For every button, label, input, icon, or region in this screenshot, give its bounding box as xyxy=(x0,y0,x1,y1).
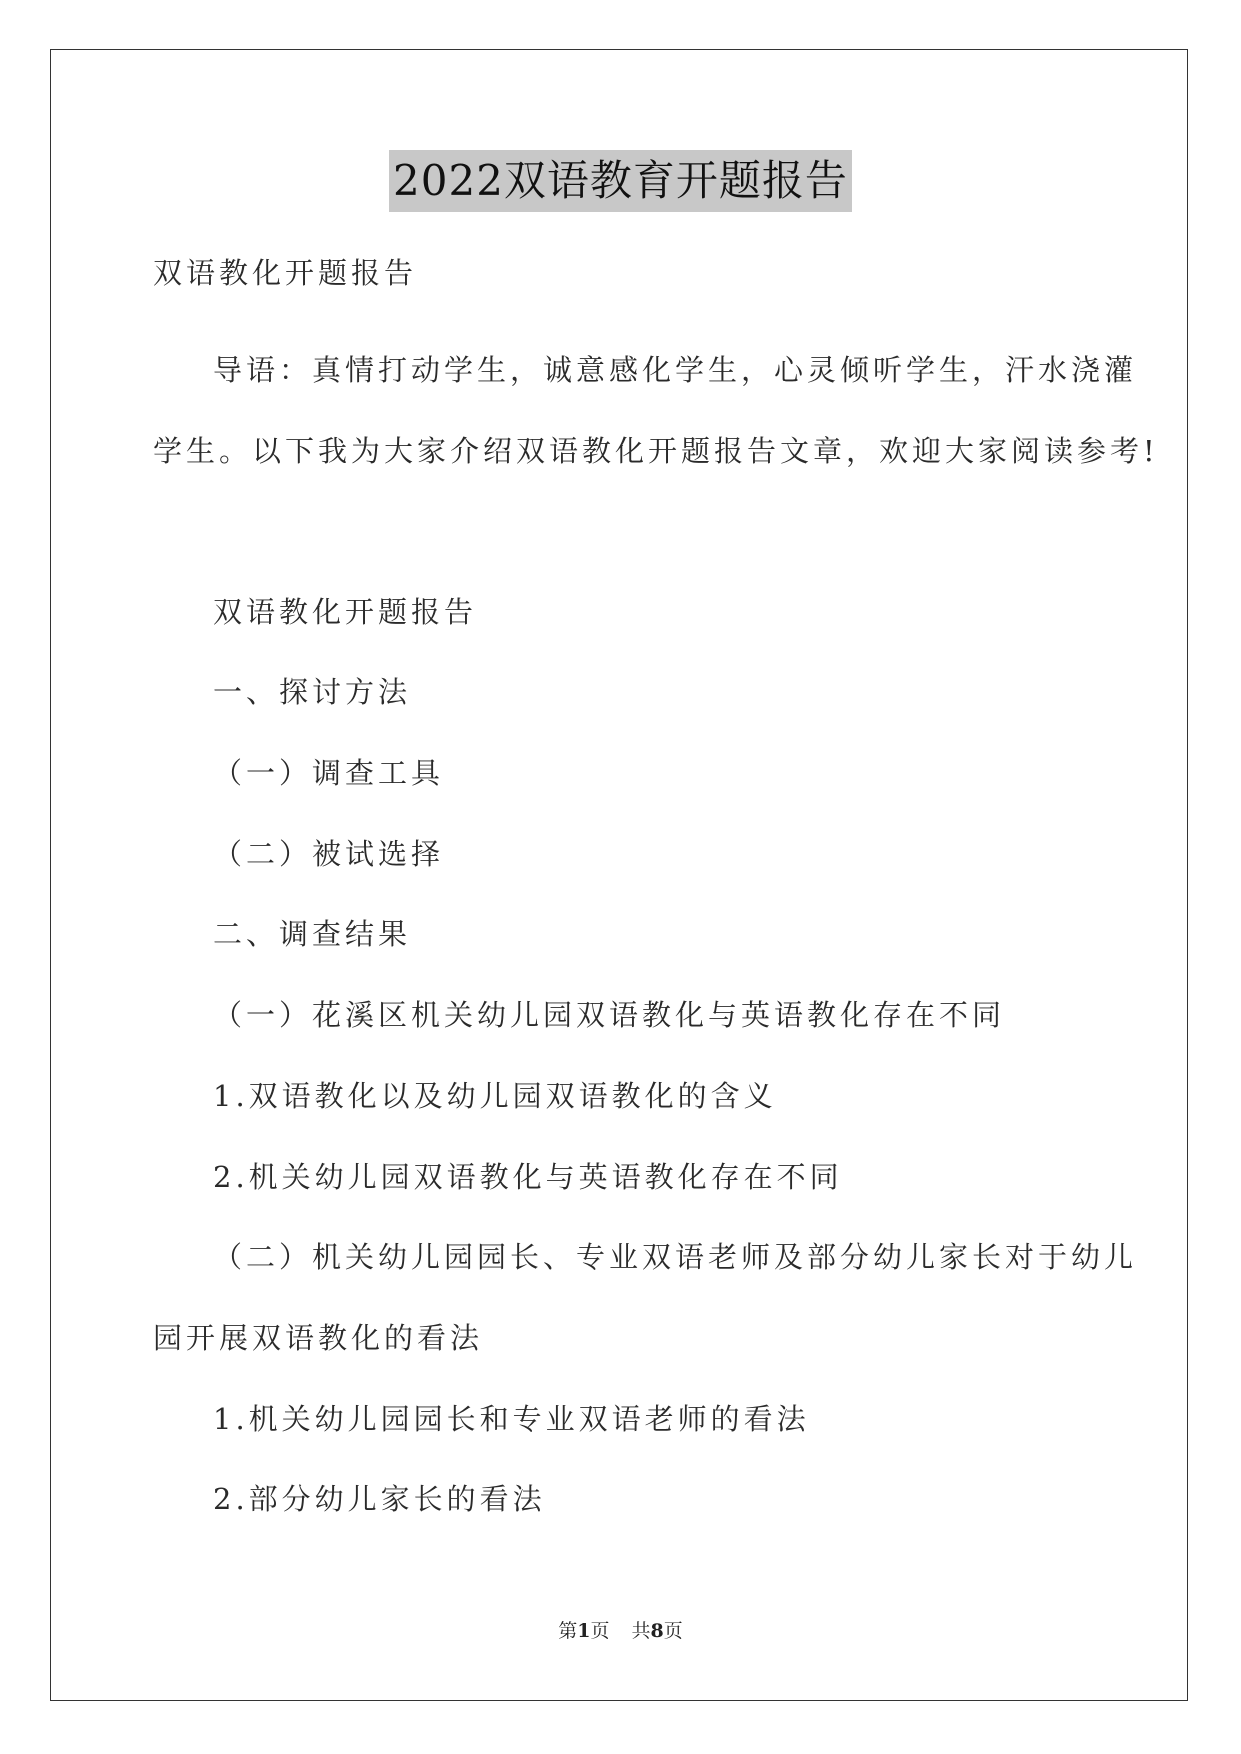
page-total: 共8页 xyxy=(631,1620,683,1642)
body-line: 一、探讨方法 xyxy=(213,675,412,709)
page-number: 第1页 xyxy=(558,1620,610,1642)
document-title: 2022双语教育开题报告 xyxy=(389,150,852,212)
body-line: 1.机关幼儿园园长和专业双语老师的看法 xyxy=(213,1402,810,1436)
body-line: （一）调查工具 xyxy=(213,756,445,790)
body-line: 导语：真情打动学生，诚意感化学生，心灵倾听学生，汗水浇灌 xyxy=(213,353,1138,387)
body-line: （一）花溪区机关幼儿园双语教化与英语教化存在不同 xyxy=(213,998,1006,1032)
body-line: （二）机关幼儿园园长、专业双语老师及部分幼儿家长对于幼儿 xyxy=(213,1240,1138,1274)
title-container xyxy=(0,150,1241,212)
body-line: 1.双语教化以及幼儿园双语教化的含义 xyxy=(213,1079,777,1113)
body-line: 双语教化开题报告 xyxy=(213,595,478,629)
body-line: 学生。以下我为大家介绍双语教化开题报告文章，欢迎大家阅读参考! xyxy=(153,434,1159,468)
body-line: 园开展双语教化的看法 xyxy=(153,1321,484,1355)
body-line: 2.机关幼儿园双语教化与英语教化存在不同 xyxy=(213,1160,843,1194)
body-line: 双语教化开题报告 xyxy=(153,256,418,290)
page-footer xyxy=(0,1616,1241,1643)
body-line: （二）被试选择 xyxy=(213,837,445,871)
page-border xyxy=(50,49,1188,1701)
body-line: 2.部分幼儿家长的看法 xyxy=(213,1482,546,1516)
body-line: 二、调查结果 xyxy=(213,917,412,951)
